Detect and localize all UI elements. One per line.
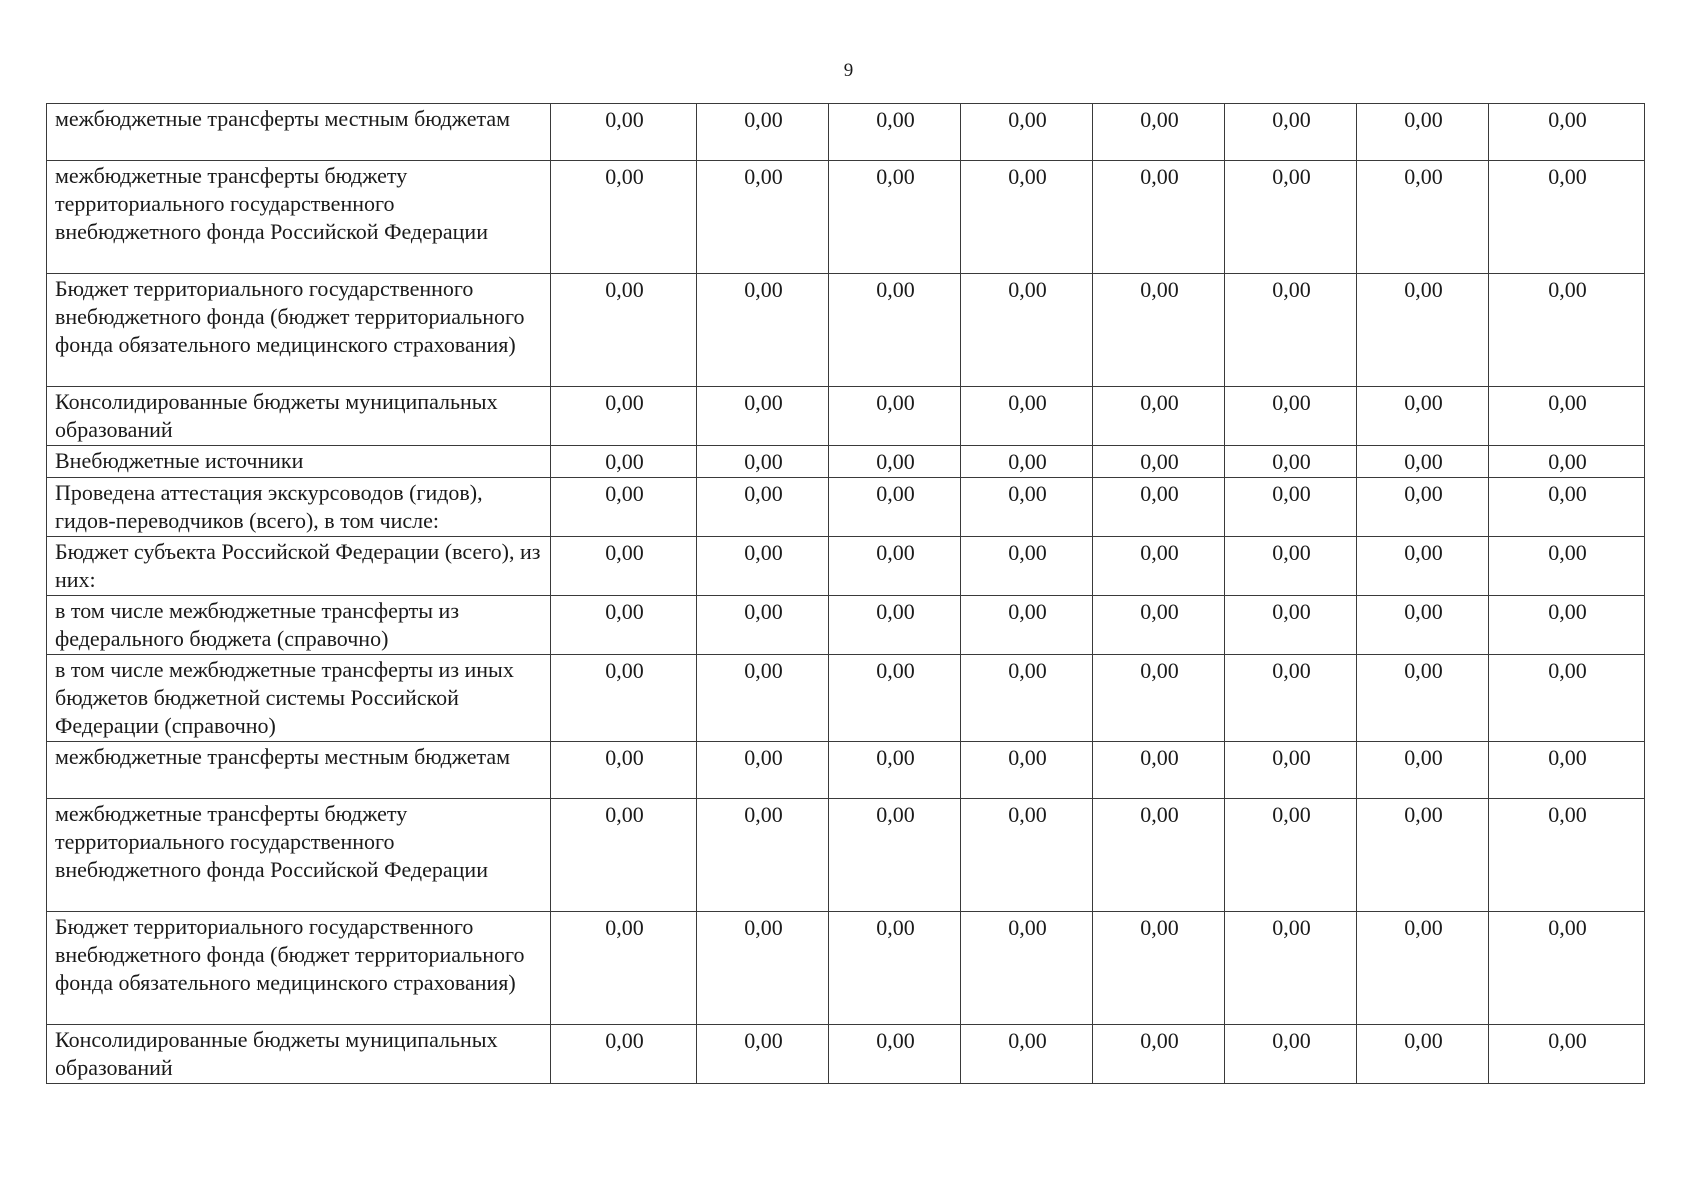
value-cell: 0,00 xyxy=(551,161,697,274)
table-row xyxy=(47,161,1645,274)
value-cell: 0,00 xyxy=(1489,799,1645,912)
value-cell: 0,00 xyxy=(1093,655,1225,742)
page-number: 9 xyxy=(843,60,854,81)
row-label: Внебюджетные источники xyxy=(47,446,551,478)
value-cell: 0,00 xyxy=(551,387,697,446)
row-label: межбюджетные трансферты местным бюджетам xyxy=(47,104,551,161)
value-cell: 0,00 xyxy=(1357,1025,1489,1084)
value-cell: 0,00 xyxy=(1093,912,1225,1025)
value-cell: 0,00 xyxy=(1357,596,1489,655)
value-cell: 0,00 xyxy=(1357,446,1489,478)
value-cell: 0,00 xyxy=(829,104,961,161)
table-row xyxy=(47,655,1645,742)
row-label: Проведена аттестация экскурсоводов (гидов), гидов-переводчиков (всего), в том числе: xyxy=(47,478,551,537)
table-row xyxy=(47,387,1645,446)
value-cell: 0,00 xyxy=(829,387,961,446)
table-row xyxy=(47,1025,1645,1084)
value-cell: 0,00 xyxy=(1489,742,1645,799)
value-cell: 0,00 xyxy=(551,274,697,387)
value-cell: 0,00 xyxy=(1093,104,1225,161)
value-cell: 0,00 xyxy=(829,446,961,478)
value-cell: 0,00 xyxy=(697,912,829,1025)
value-cell: 0,00 xyxy=(829,799,961,912)
value-cell: 0,00 xyxy=(961,387,1093,446)
value-cell: 0,00 xyxy=(1093,274,1225,387)
value-cell: 0,00 xyxy=(1357,478,1489,537)
value-cell: 0,00 xyxy=(697,274,829,387)
value-cell: 0,00 xyxy=(961,799,1093,912)
value-cell: 0,00 xyxy=(551,446,697,478)
value-cell: 0,00 xyxy=(551,912,697,1025)
table-row xyxy=(47,104,1645,161)
value-cell: 0,00 xyxy=(961,274,1093,387)
value-cell: 0,00 xyxy=(1357,387,1489,446)
row-label: Бюджет территориального государственного внебюджетного фонда (бюджет территориального фонда обязательного медицинского страхования) xyxy=(47,274,551,387)
value-cell: 0,00 xyxy=(1093,742,1225,799)
value-cell: 0,00 xyxy=(961,912,1093,1025)
value-cell: 0,00 xyxy=(961,537,1093,596)
row-label: межбюджетные трансферты бюджету территориального государственного внебюджетного фонда Российской Федерации xyxy=(47,799,551,912)
row-label: межбюджетные трансферты местным бюджетам xyxy=(47,742,551,799)
value-cell: 0,00 xyxy=(551,596,697,655)
value-cell: 0,00 xyxy=(1225,655,1357,742)
value-cell: 0,00 xyxy=(1357,742,1489,799)
value-cell: 0,00 xyxy=(1093,596,1225,655)
value-cell: 0,00 xyxy=(1093,537,1225,596)
value-cell: 0,00 xyxy=(1357,655,1489,742)
value-cell: 0,00 xyxy=(697,446,829,478)
value-cell: 0,00 xyxy=(829,912,961,1025)
value-cell: 0,00 xyxy=(1357,161,1489,274)
value-cell: 0,00 xyxy=(1357,274,1489,387)
value-cell: 0,00 xyxy=(1225,799,1357,912)
table-row xyxy=(47,912,1645,1025)
value-cell: 0,00 xyxy=(1225,537,1357,596)
value-cell: 0,00 xyxy=(829,655,961,742)
value-cell: 0,00 xyxy=(1225,912,1357,1025)
table-row xyxy=(47,274,1645,387)
value-cell: 0,00 xyxy=(697,742,829,799)
value-cell: 0,00 xyxy=(829,274,961,387)
value-cell: 0,00 xyxy=(697,1025,829,1084)
value-cell: 0,00 xyxy=(1093,161,1225,274)
row-label: Консолидированные бюджеты муниципальных образований xyxy=(47,1025,551,1084)
value-cell: 0,00 xyxy=(1489,1025,1645,1084)
value-cell: 0,00 xyxy=(1489,537,1645,596)
table-row xyxy=(47,596,1645,655)
row-label: Бюджет территориального государственного внебюджетного фонда (бюджет территориального фонда обязательного медицинского страхования) xyxy=(47,912,551,1025)
value-cell: 0,00 xyxy=(829,596,961,655)
value-cell: 0,00 xyxy=(1357,104,1489,161)
value-cell: 0,00 xyxy=(1489,655,1645,742)
value-cell: 0,00 xyxy=(961,104,1093,161)
value-cell: 0,00 xyxy=(697,387,829,446)
row-label: Консолидированные бюджеты муниципальных образований xyxy=(47,387,551,446)
value-cell: 0,00 xyxy=(697,799,829,912)
value-cell: 0,00 xyxy=(1225,478,1357,537)
budget-table xyxy=(46,103,1645,1084)
value-cell: 0,00 xyxy=(551,104,697,161)
value-cell: 0,00 xyxy=(1489,446,1645,478)
table-body xyxy=(47,104,1645,1084)
value-cell: 0,00 xyxy=(961,446,1093,478)
value-cell: 0,00 xyxy=(1489,104,1645,161)
value-cell: 0,00 xyxy=(1225,387,1357,446)
value-cell: 0,00 xyxy=(961,742,1093,799)
value-cell: 0,00 xyxy=(961,478,1093,537)
value-cell: 0,00 xyxy=(1357,912,1489,1025)
value-cell: 0,00 xyxy=(551,655,697,742)
value-cell: 0,00 xyxy=(1093,446,1225,478)
value-cell: 0,00 xyxy=(551,478,697,537)
value-cell: 0,00 xyxy=(697,478,829,537)
value-cell: 0,00 xyxy=(961,596,1093,655)
value-cell: 0,00 xyxy=(697,655,829,742)
value-cell: 0,00 xyxy=(1225,446,1357,478)
value-cell: 0,00 xyxy=(1357,799,1489,912)
value-cell: 0,00 xyxy=(1489,596,1645,655)
value-cell: 0,00 xyxy=(829,742,961,799)
value-cell: 0,00 xyxy=(1093,799,1225,912)
value-cell: 0,00 xyxy=(551,799,697,912)
value-cell: 0,00 xyxy=(1225,161,1357,274)
value-cell: 0,00 xyxy=(961,1025,1093,1084)
value-cell: 0,00 xyxy=(697,104,829,161)
value-cell: 0,00 xyxy=(551,1025,697,1084)
table-row xyxy=(47,537,1645,596)
value-cell: 0,00 xyxy=(829,537,961,596)
row-label: Бюджет субъекта Российской Федерации (всего), из них: xyxy=(47,537,551,596)
value-cell: 0,00 xyxy=(1489,274,1645,387)
table-row xyxy=(47,478,1645,537)
value-cell: 0,00 xyxy=(1225,742,1357,799)
value-cell: 0,00 xyxy=(1489,912,1645,1025)
value-cell: 0,00 xyxy=(829,1025,961,1084)
value-cell: 0,00 xyxy=(551,537,697,596)
value-cell: 0,00 xyxy=(1225,104,1357,161)
row-label: в том числе межбюджетные трансферты из иных бюджетов бюджетной системы Российской Федерации (справочно) xyxy=(47,655,551,742)
table-row xyxy=(47,446,1645,478)
value-cell: 0,00 xyxy=(697,161,829,274)
value-cell: 0,00 xyxy=(1489,387,1645,446)
value-cell: 0,00 xyxy=(1489,161,1645,274)
value-cell: 0,00 xyxy=(1093,387,1225,446)
value-cell: 0,00 xyxy=(1225,596,1357,655)
value-cell: 0,00 xyxy=(697,537,829,596)
value-cell: 0,00 xyxy=(961,655,1093,742)
value-cell: 0,00 xyxy=(1489,478,1645,537)
value-cell: 0,00 xyxy=(1093,478,1225,537)
value-cell: 0,00 xyxy=(697,596,829,655)
value-cell: 0,00 xyxy=(1225,274,1357,387)
value-cell: 0,00 xyxy=(1093,1025,1225,1084)
value-cell: 0,00 xyxy=(1357,537,1489,596)
value-cell: 0,00 xyxy=(1225,1025,1357,1084)
table-row xyxy=(47,742,1645,799)
value-cell: 0,00 xyxy=(829,478,961,537)
value-cell: 0,00 xyxy=(829,161,961,274)
row-label: в том числе межбюджетные трансферты из федерального бюджета (справочно) xyxy=(47,596,551,655)
value-cell: 0,00 xyxy=(961,161,1093,274)
value-cell: 0,00 xyxy=(551,742,697,799)
row-label: межбюджетные трансферты бюджету территориального государственного внебюджетного фонда Российской Федерации xyxy=(47,161,551,274)
table-row xyxy=(47,799,1645,912)
